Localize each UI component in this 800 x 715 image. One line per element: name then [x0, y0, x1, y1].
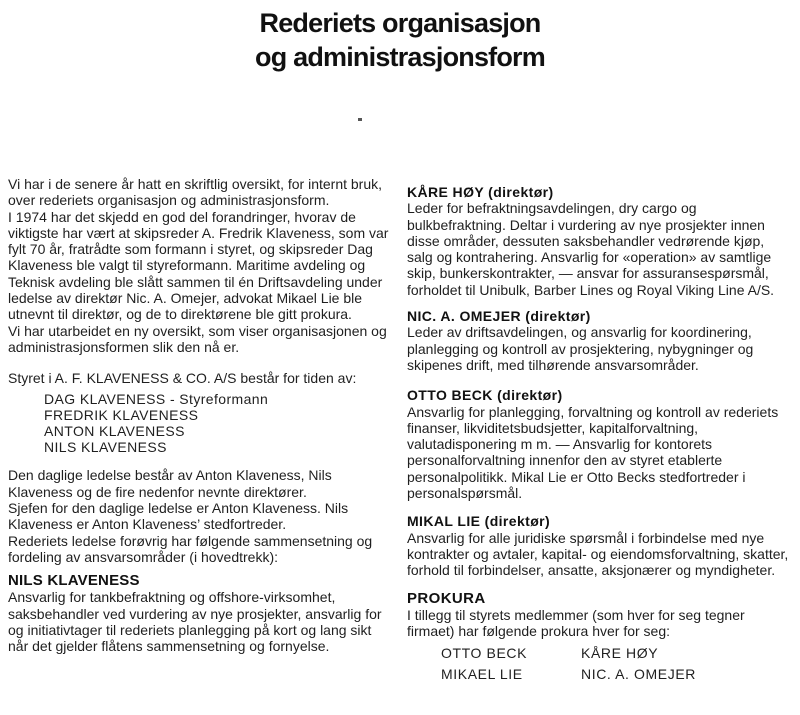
section-heading: MIKAL LIE (direktør) — [407, 513, 551, 530]
page-title — [170, 6, 630, 74]
prokura-name: MIKAEL LIE — [441, 665, 523, 682]
intro-paragraph-3: Vi har utarbeidet en ny oversikt, som viser organisasjonen og administrasjonsformen slik den nå er. — [8, 322, 387, 355]
section-heading: NIC. A. OMEJER (direktør) — [407, 308, 591, 325]
board-intro: Styret i A. F. KLAVENESS & CO. A/S består for tiden av: — [8, 370, 357, 387]
section-text-nils-klaveness: Ansvarlig for tankbefraktning og offshore-virksomhet, saksbehandler ved vurdering av nye prosjekter, ansvarlig for og initiativtager til rederiets planlegging på kort og lang sikt når det gjelder flåtens sammensetning og fornyelse. — [8, 589, 382, 655]
section-text: Ansvarlig for alle juridiske spørsmål i forbindelse med nye kontrakter og avtaler, kapital- og eiendomsforvaltning, skatter, forhold til forbindelser, ansatte, aksjonærer og myndigheter. — [407, 529, 789, 579]
prokura-name: KÅRE HØY — [581, 645, 659, 662]
intro-paragraph-1: Vi har i de senere år hatt en skriftlig oversikt, for internt bruk, over rederiets organisasjon og administrasjonsform. — [8, 176, 383, 209]
section-kare-hoy — [407, 184, 790, 298]
prokura-names-table — [441, 645, 790, 682]
daily-management-paragraph-2: Sjefen for den daglige ledelse er Anton Klaveness. Nils Klaveness er Anton Klaveness’ stedfortreder. — [8, 499, 349, 533]
left-column — [8, 176, 393, 655]
right-column — [407, 184, 790, 682]
prokura-name: OTTO BECK — [441, 645, 528, 662]
daily-management-paragraph-1: Den daglige ledelse består av Anton Klaveness, Nils Klaveness og de fire nedenfor nevnte direktører. — [8, 467, 332, 500]
section-mikal-lie — [407, 513, 790, 578]
section-prokura — [407, 591, 790, 682]
board-member: DAG KLAVENESS - Styreformann — [44, 390, 269, 407]
section-heading: KÅRE HØY (direktør) — [407, 184, 554, 200]
section-heading: OTTO BECK (direktør) — [407, 387, 563, 404]
daily-management-paragraph-3: Rederiets ledelse forøvrig har følgende sammensetning og fordeling av ansvarsområder (i hovedtrekk): — [8, 532, 373, 565]
title-line-2: og administrasjonsform — [255, 42, 545, 72]
section-heading-nils-klaveness: NILS KLAVENESS — [8, 572, 140, 590]
section-nic-omejer — [407, 308, 790, 373]
section-text: Ansvarlig for planlegging, forvaltning og kontroll av rederiets finanser, likviditetsbudsjetter, kapitalforvaltning, valutadisponering m m. — Ansvarlig for kontorets personalforvaltning innenfor den av styret etablerte personalpolitikk. Mikal Lie er Otto Becks stedfortreder i personalspørsmål. — [407, 403, 779, 502]
prokura-text: I tillegg til styrets medlemmer (som hver for seg tegner firmaet) har følgende prokura hver for seg: — [407, 606, 745, 640]
prokura-name: NIC. A. OMEJER — [581, 665, 696, 682]
section-text: Leder for befraktningsavdelingen, dry cargo og bulkbefraktning. Deltar i vurdering av nye prosjekter innen disse områder, dessuten saksbehandler vedrørende kjøp, salg og kontrahering. Ansvarlig for «operation» av samtlige skip, bunkerskontrakter, — ansvar for assuransespørsmål, forholdet til Unibulk, Barber Lines og Royal Viking Line A/S. — [407, 200, 775, 298]
section-text: Leder av driftsavdelingen, og ansvarlig for koordinering, planlegging og kontroll av prosjektering, nybygninger og skipenes drift, med tilhørende ansvarsområder. — [407, 324, 754, 373]
intro-paragraph-2: I 1974 har det skjedd en god del forandringer, hvorav de viktigste har vært at skipsreder A. Fredrik Klaveness, som var fylt 70 år, fratrådte som formann i styret, og skipsreder Dag Klaveness ble valgt til styreformann. Maritime avdeling og Teknisk avdeling ble slått sammen til én Driftsavdeling under ledelse av direktør Nic. A. Omejer, advokat Mikael Lie ble utnevnt til direktør, og de to direktørene ble gitt prokura. — [8, 208, 389, 323]
title-line-1: Rederiets organisasjon — [259, 8, 541, 38]
section-otto-beck — [407, 387, 790, 501]
board-member: FREDRIK KLAVENESS — [44, 406, 199, 423]
board-member: ANTON KLAVENESS — [44, 422, 185, 439]
board-member: NILS KLAVENESS — [44, 439, 167, 456]
prokura-heading: PROKURA — [407, 589, 486, 607]
print-speck — [358, 118, 362, 121]
board-members-list — [44, 391, 393, 456]
